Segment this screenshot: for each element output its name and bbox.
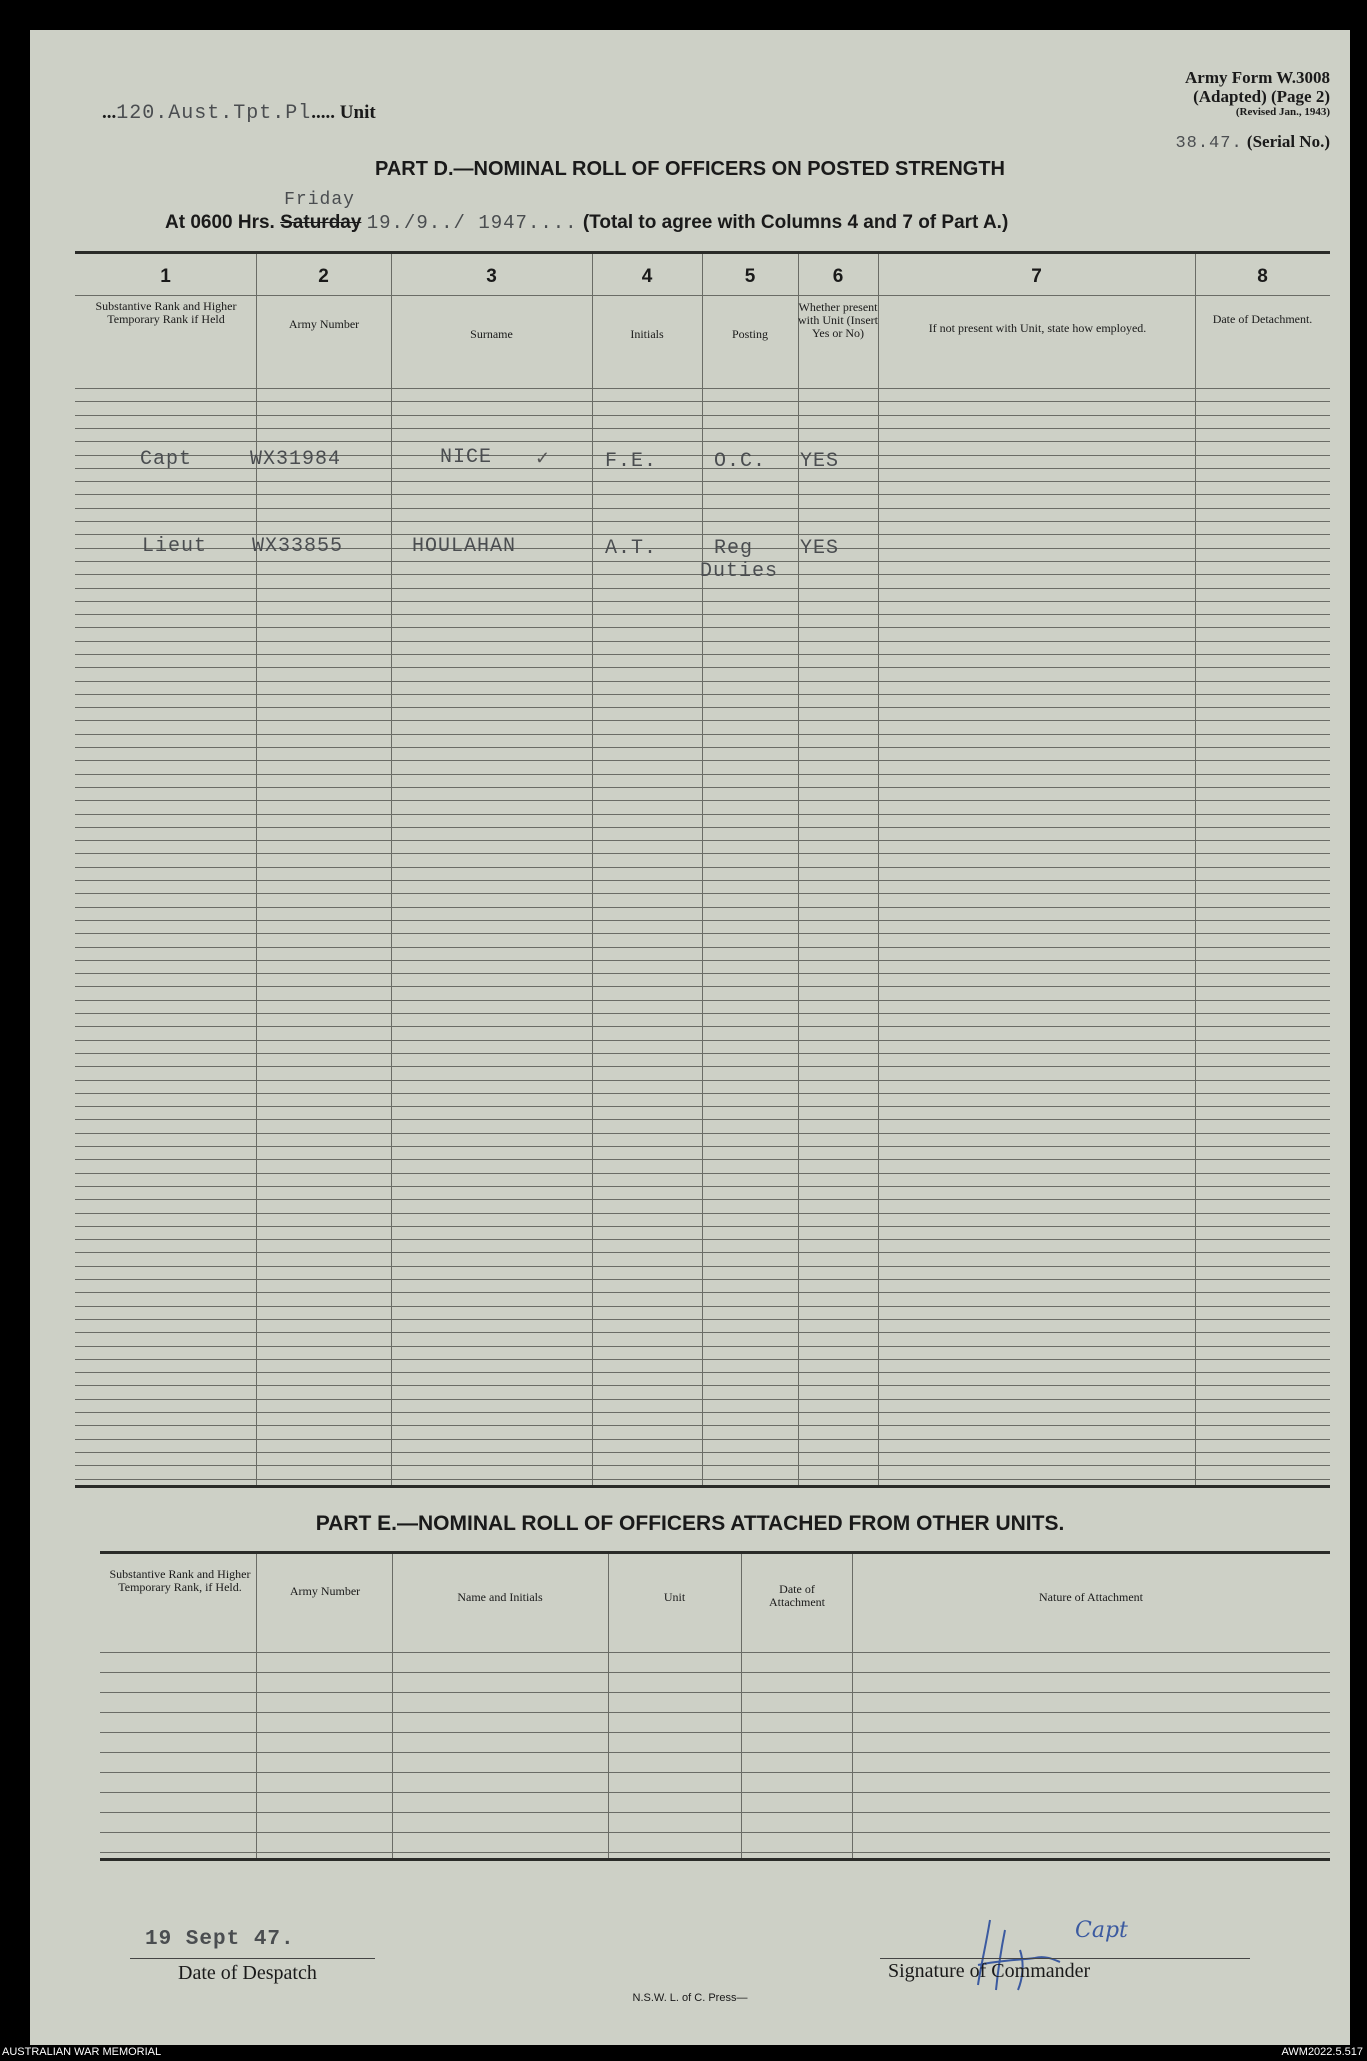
despatch-date: 19 Sept 47. (145, 1928, 295, 1951)
ruled-line (100, 1652, 1330, 1653)
col-num-5: 5 (744, 266, 756, 287)
serial-label: (Serial No.) (1246, 132, 1330, 151)
day-typed: Friday (284, 190, 355, 210)
row-2-posting: Reg (714, 537, 754, 560)
ruled-line (100, 1852, 1330, 1853)
part-e-top-rule (100, 1551, 1330, 1554)
ruled-line (100, 1732, 1330, 1733)
col-num-1: 1 (160, 266, 171, 287)
part-e-title: PART E.—NOMINAL ROLL OF OFFICERS ATTACHED FROM OTHER UNITS. (315, 1512, 1065, 1535)
archive-bar (0, 2045, 1367, 2061)
col-head-3: Surname (470, 327, 513, 341)
signature-label: Signature of Commander (888, 1960, 1091, 1982)
form-adapted: (Adapted) (Page 2) (1193, 87, 1330, 106)
col-head-8: Date of Detachment. (1212, 312, 1313, 326)
total-note: (Total to agree with Columns 4 and 7 of Part A.) (582, 212, 1009, 233)
at-prefix: At 0600 Hrs. (165, 212, 275, 233)
commander-signature (960, 1910, 1140, 2000)
col-num-3: 3 (486, 266, 497, 287)
form-id: Army Form W.3008 (1185, 68, 1330, 87)
part-d-at-line (165, 190, 1009, 234)
signature-capt: Capt (1075, 1918, 1128, 1943)
row-1-present: YES (800, 450, 840, 473)
col-head-7: If not present with Unit, state how employed. (928, 321, 1147, 335)
row-1-tick: ✓ (535, 448, 551, 468)
form-paper (30, 30, 1350, 2045)
part-e-col-number: Army Number (289, 1584, 361, 1598)
part-e-col-unit: Unit (663, 1590, 686, 1604)
archive-left: AUSTRALIAN WAR MEMORIAL (2, 2046, 162, 2058)
part-e-col-nature: Nature of Attachment (1039, 1590, 1143, 1604)
ruled-line (100, 1712, 1330, 1713)
part-d-bottom-rule (75, 1485, 1330, 1488)
serial-value: 38.47. (1175, 134, 1243, 153)
ruled-line (100, 1772, 1330, 1773)
ruled-line (100, 1692, 1330, 1693)
press-imprint: N.S.W. L. of C. Press— (632, 1992, 748, 2004)
row-1-rank: Capt (140, 448, 193, 471)
col-num-8: 8 (1257, 266, 1268, 287)
unit-label: Unit (339, 102, 376, 123)
unit-value: 120.Aust.Tpt.Pl (116, 102, 312, 125)
ruled-line (100, 1672, 1330, 1673)
serial-block (1070, 132, 1330, 153)
col-num-4: 4 (641, 266, 653, 287)
part-e-col-date: Date of Attachment (769, 1582, 825, 1609)
day-struck: Saturday (280, 212, 362, 233)
col-head-4: Initials (630, 327, 664, 341)
form-id-block (1070, 68, 1330, 118)
col-head-2: Army Number (288, 317, 360, 331)
ruled-line (100, 1832, 1330, 1833)
col-num-2: 2 (318, 266, 329, 287)
row-2-present: YES (800, 537, 840, 560)
row-2-initials: A.T. (605, 537, 658, 560)
row-1-posting: O.C. (714, 450, 767, 473)
col-head-6: Whether present with Unit (Insert Yes or No) (798, 300, 878, 340)
despatch-label: Date of Despatch (178, 1962, 317, 1984)
form-revised: (Revised Jan., 1943) (1235, 106, 1330, 118)
row-2-surname: HOULAHAN (412, 535, 517, 558)
ruled-line (100, 1752, 1330, 1753)
part-d-title: PART D.—NOMINAL ROLL OF OFFICERS ON POSTED STRENGTH (374, 158, 1005, 180)
row-1-initials: F.E. (605, 450, 658, 473)
unit-line: ...120.Aust.Tpt.Pl..... Unit (102, 102, 376, 125)
part-e-col-rank: Substantive Rank and Higher Temporary Rank, if Held. (109, 1567, 251, 1594)
col-head-1: Substantive Rank and Higher Temporary Rank if Held (95, 299, 237, 326)
date-value: 19./9../ 1947.... (366, 212, 578, 234)
row-1-number: WX31984 (250, 448, 342, 471)
row-1-surname: NICE (440, 446, 493, 469)
part-e-col-name: Name and Initials (457, 1590, 543, 1604)
row-2-rank: Lieut (142, 535, 208, 558)
col-num-6: 6 (832, 266, 844, 287)
row-2-number: WX33855 (252, 535, 344, 558)
ruled-line (100, 1812, 1330, 1813)
col-num-7: 7 (1031, 266, 1042, 287)
part-e-bottom-rule (100, 1858, 1330, 1861)
row-2-posting-2: Duties (700, 560, 779, 583)
ruled-line (100, 1792, 1330, 1793)
archive-right: AWM2022.5.517 (1281, 2046, 1363, 2058)
col-head-5: Posting (731, 327, 768, 341)
